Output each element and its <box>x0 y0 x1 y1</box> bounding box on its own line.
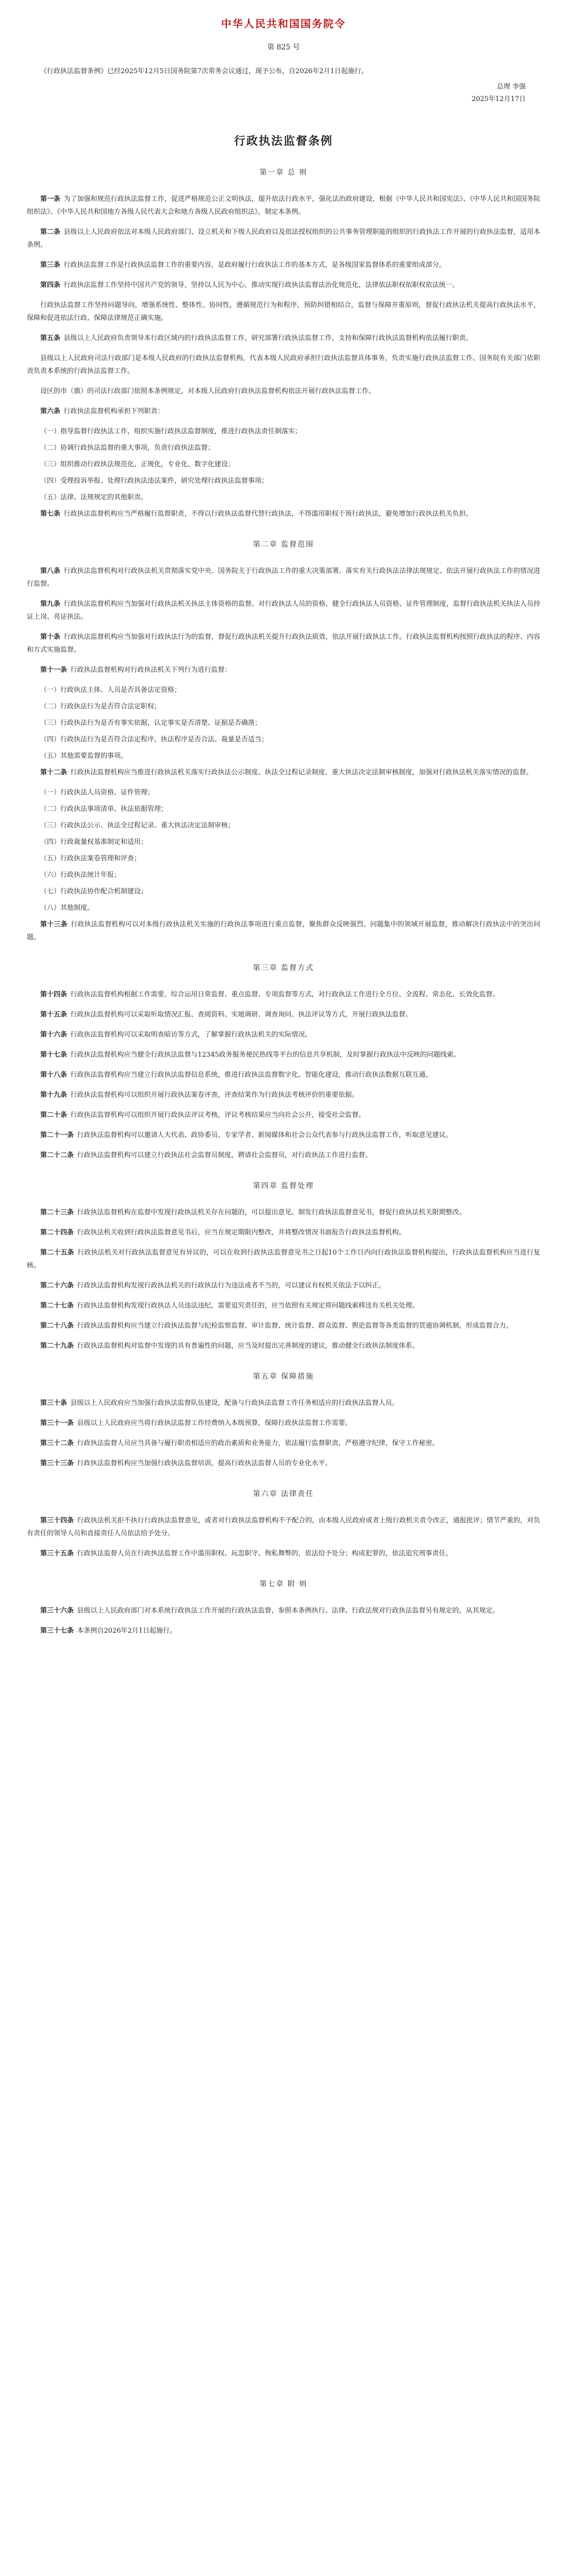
article-text: 县级以上人民政府应当将行政执法监督工作经费纳入本级预算，保障行政执法监督工作需要。 <box>77 1419 352 1427</box>
article-number: 第三条 <box>40 261 61 269</box>
article-number: 第十三条 <box>40 921 68 928</box>
decree-header-title: 中华人民共和国国务院令 <box>221 18 346 30</box>
article-number: 第十条 <box>40 633 61 641</box>
article-text: 行政执法监督机构应当健全行政执法监督与12345政务服务便民热线等平台的信息共享机制，及时掌握行政执法中反映的问题线索。 <box>70 1051 460 1059</box>
article-text: 行政执法监督人员应当具备与履行职责相适应的政治素质和业务能力，依法履行监督职责，严格遵守纪律，保守工作秘密。 <box>77 1439 439 1447</box>
article-number: 第二十条 <box>40 1111 68 1119</box>
article-text: 县级以上人民政府部门对本系统行政执法工作开展的行政执法监督，参照本条例执行。法律、行政法规对行政执法监督另有规定的，从其规定。 <box>77 1607 499 1615</box>
article-number: 第二十二条 <box>40 1151 74 1159</box>
article-text: （一）行政执法人员资格、证件管理； <box>40 789 155 796</box>
chapter-heading: 第四章 监督处理 <box>253 1182 314 1190</box>
article-text: 行政执法监督机构应当推进行政执法机关落实行政执法公示制度、执法全过程记录制度、重大执法决定法制审核制度，加强对行政执法机关落实情况的监督。 <box>70 769 533 776</box>
article-text: 行政执法监督机构对监督中发现的具有普遍性的问题，应当及时提出完善制度的建议，推动健全行政执法制度体系。 <box>77 1342 419 1350</box>
list-item <box>27 885 540 898</box>
article-number: 第三十七条 <box>40 1627 74 1635</box>
list-item <box>27 836 540 849</box>
article-paragraph <box>27 1417 540 1430</box>
article-text: 行政执法监督机构应当建立行政执法监督信息系统，推进行政执法监督数字化、智能化建设，推动行政执法数据互联互通。 <box>70 1071 432 1079</box>
list-item <box>27 902 540 914</box>
article-number: 第五条 <box>40 334 61 342</box>
article-paragraph <box>27 1109 540 1122</box>
list-item <box>27 684 540 697</box>
article-paragraph <box>27 1226 540 1239</box>
article-text: （四）行政执法行为是否符合法定程序，执法程序是否合法、裁量是否适当； <box>40 736 269 743</box>
list-item <box>27 474 540 487</box>
article-paragraph <box>27 1397 540 1410</box>
article-text: 行政执法监督机构可以采取明查暗访等方式，了解掌握行政执法机关的实际情况。 <box>70 1031 312 1039</box>
article-number: 第三十六条 <box>40 1607 74 1615</box>
article-text: 行政执法监督机构发现行政执法人员违法违纪，需要追究责任的，应当依照有关规定将问题线索移送有关机关处理。 <box>77 1302 419 1310</box>
article-text: （一）指导监督行政执法工作，组织实施行政执法监督制度，推进行政执法责任制落实； <box>40 428 302 435</box>
article-paragraph <box>27 1129 540 1142</box>
article-paragraph <box>27 1048 540 1061</box>
article-paragraph <box>27 507 540 520</box>
article-text: （五）法律、法规规定的其他职责。 <box>40 494 148 501</box>
article-paragraph <box>27 1340 540 1352</box>
article-paragraph <box>27 1279 540 1292</box>
article-text: 行政执法机关对行政执法监督意见有异议的，可以在收到行政执法监督意见书之日起10个工作日内向行政执法监督机构提出，行政执法监督机构应当进行复核。 <box>27 1249 540 1269</box>
article-text: 县级以上人民政府负责领导本行政区域内的行政执法监督工作，研究部署行政执法监督工作，支持和保障行政执法监督机构依法履行职责。 <box>63 334 473 342</box>
paragraph <box>27 385 540 398</box>
article-number: 第十一条 <box>40 666 68 674</box>
article-number: 第二条 <box>40 228 61 236</box>
article-text: 行政执法监督机构在监督中发现行政执法机关存在问题的，可以提出意见、制发行政执法监督意见书，督促行政执法机关限期整改。 <box>77 1209 466 1216</box>
regulation-title: 行政执法监督条例 <box>234 134 333 148</box>
article-number: 第十二条 <box>40 769 68 776</box>
chapter-heading: 第一章 总 则 <box>259 168 308 177</box>
article-text: 县级以上人民政府应当加强行政执法监督队伍建设，配备与行政执法监督工作任务相适应的行政执法监督人员。 <box>70 1399 399 1407</box>
article-paragraph <box>27 226 540 251</box>
article-paragraph <box>27 631 540 656</box>
article-text: （三）行政执法公示、执法全过程记录、重大执法决定法制审核； <box>40 822 235 829</box>
article-number: 第四条 <box>40 281 61 289</box>
article-text: 行政执法监督机构对行政执法机关贯彻落实党中央、国务院关于行政执法工作的重大决策部署、落实有关行政执法法律法规规定、依法开展行政执法工作的情况进行监督。 <box>27 567 540 588</box>
chapter-heading: 第七章 附 则 <box>259 1580 308 1588</box>
article-text: 行政执法监督机构对行政执法机关下列行为进行监督： <box>70 666 231 674</box>
list-item <box>27 803 540 816</box>
article-paragraph <box>27 259 540 272</box>
chapter-heading: 第二章 监督范围 <box>253 540 314 549</box>
article-paragraph <box>27 1069 540 1081</box>
article-number: 第二十九条 <box>40 1342 74 1350</box>
list-item <box>27 786 540 799</box>
article-number: 第二十三条 <box>40 1209 74 1216</box>
article-text: 行政执法监督机构可以组织开展行政执法评议考核，评议考核结果应当向社会公开，接受社会监督。 <box>70 1111 365 1119</box>
list-item <box>27 717 540 730</box>
article-text: （二）行政执法行为是否符合法定职权； <box>40 703 161 710</box>
promulgation-text: 《行政执法监督条例》已经2025年12月5日国务院第7次常务会议通过，现予公布，自2026年2月1日起施行。 <box>40 67 368 75</box>
article-paragraph <box>27 279 540 292</box>
article-text: （七）行政执法协作配合机制建设； <box>40 888 148 895</box>
article-text: 行政执法监督机构应当加强对行政执法机关执法主体资格的监督。对行政执法人员的资格、健全行政执法人员资格、证件管理制度，监督行政执法机关执法人员持证上岗、亮证执法。 <box>27 600 540 621</box>
article-paragraph <box>27 766 540 779</box>
article-paragraph <box>27 1437 540 1450</box>
article-text: 行政执法监督机构可以建立行政执法社会监督员制度，聘请社会监督员，对行政执法工作进行监督。 <box>77 1151 372 1159</box>
article-number: 第十四条 <box>40 991 68 998</box>
article-paragraph <box>27 1028 540 1041</box>
list-item <box>27 700 540 713</box>
article-number: 第六条 <box>40 408 61 415</box>
article-paragraph <box>27 598 540 623</box>
article-number: 第三十条 <box>40 1399 68 1407</box>
article-text: 行政执法监督机构可以采取听取情况汇报、查阅资料、实地调研、调查询问、执法评议等方式，开展行政执法监督。 <box>70 1011 412 1019</box>
article-text: （五）行政执法案卷管理和评查； <box>40 855 141 862</box>
chapter-heading: 第六章 法律责任 <box>253 1490 314 1498</box>
article-number: 第七条 <box>40 510 61 518</box>
article-text: 行政执法监督机构应当加强行政执法监督培训，提高行政执法监督人员的专业化水平。 <box>77 1460 332 1467</box>
article-number: 第二十五条 <box>40 1249 74 1257</box>
article-paragraph <box>27 1457 540 1470</box>
paragraph <box>27 299 540 325</box>
article-text: 设区的市（旗）的司法行政部门依照本条例规定，对本级人民政府行政执法监督机构依法开展行政执法监督工作。 <box>40 387 376 395</box>
article-number: 第十七条 <box>40 1051 68 1059</box>
article-text: 为了加强和规范行政执法监督工作，促进严格规范公正文明执法，提升依法行政水平，强化法治政府建设，根据《中华人民共和国宪法》、《中华人民共和国国务院组织法》、《中华人民共和国地方各级人民代表大会和地方各级人民政府组织法》，制定本条例。 <box>27 195 540 216</box>
article-text: （五）其他需要监督的事项。 <box>40 752 128 760</box>
article-number: 第三十四条 <box>40 1517 74 1524</box>
list-item <box>27 750 540 762</box>
article-paragraph <box>27 1246 540 1272</box>
decree-number: 第 825 号 <box>267 43 300 52</box>
article-number: 第二十六条 <box>40 1282 74 1290</box>
article-number: 第九条 <box>40 600 61 608</box>
article-number: 第二十四条 <box>40 1229 74 1236</box>
article-text: 行政执法监督工作坚持问题导向，增强系统性、整体性、协同性，遵循规范行为和程序，预防纠错相结合，监督与保障并重原则，督促行政执法机关提高行政执法水平，保障和促进依法行政、保障法律规范正确实施。 <box>27 301 540 322</box>
article-paragraph <box>27 1008 540 1021</box>
article-text: 行政执法监督人员在行政执法监督工作中滥用职权、玩忽职守、徇私舞弊的，依法给予处分；构成犯罪的，依法追究刑事责任。 <box>77 1550 453 1557</box>
article-text: 行政执法监督机构应当建立行政执法监督与纪检监察监督、审计监督、统计监督、群众监督、舆论监督等各类监督的贯通协调机制，形成监督合力。 <box>77 1322 513 1330</box>
article-text: （二）协调行政执法监督的重大事项，负责行政执法监督； <box>40 444 215 452</box>
list-item <box>27 819 540 832</box>
article-paragraph <box>27 565 540 590</box>
article-text: 行政执法机关收到行政执法监督意见书后，应当在规定期限内整改，并将整改情况书面报告行政执法监督机构。 <box>77 1229 406 1236</box>
premier-signature: 总理 李强 <box>496 83 526 91</box>
article-number: 第一条 <box>40 195 61 203</box>
article-paragraph <box>27 332 540 345</box>
list-item <box>27 425 540 438</box>
article-text: 行政执法监督机构根据工作需要，综合运用日常监督、重点监督、专项监督等方式，对行政执法工作进行全方位、全流程、常态化、长效化监督。 <box>70 991 499 998</box>
article-paragraph <box>27 193 540 218</box>
chapter-heading: 第五章 保障措施 <box>253 1372 314 1381</box>
article-paragraph <box>27 1299 540 1312</box>
article-number: 第三十三条 <box>40 1460 74 1467</box>
article-text: 行政执法监督机构可以邀请人大代表、政协委员、专家学者、新闻媒体和社会公众代表参与行政执法监督工作，听取意见建议。 <box>77 1131 453 1139</box>
list-item <box>27 491 540 504</box>
article-text: 行政执法监督机构承担下列职责： <box>63 408 164 415</box>
article-number: 第十八条 <box>40 1071 68 1079</box>
article-paragraph <box>27 1547 540 1560</box>
article-paragraph <box>27 1319 540 1332</box>
article-text: （一）行政执法主体、人员是否具备法定资格； <box>40 686 181 694</box>
article-text: 行政执法监督工作坚持中国共产党的领导，坚持以人民为中心，推动实现行政执法监督法治化规范化，法律依法职权依职权依法统一。 <box>63 281 459 289</box>
article-text: 县级以上人民政府司法行政部门是本级人民政府的行政执法监督机构，代表本级人民政府承担行政执法监督具体事务，负责实施行政执法监督工作。国务院有关部门依职责负责本系统的行政执法监督工作。 <box>27 354 540 375</box>
article-number: 第十九条 <box>40 1091 68 1099</box>
article-paragraph <box>27 918 540 944</box>
article-text: 行政执法监督机构应当严格履行监督职责，不得以行政执法监督代替行政执法，不得滥用职权干预行政执法，避免增加行政执法机关负担。 <box>63 510 473 518</box>
decree-date: 2025年12月17日 <box>471 95 526 103</box>
article-text: （八）其他制度。 <box>40 904 94 912</box>
article-text: 行政执法监督机构发现行政执法机关的行政执法行为违法或者不当的，可以建议有权机关依法予以纠正。 <box>77 1282 386 1290</box>
article-number: 第二十八条 <box>40 1322 74 1330</box>
list-item <box>27 733 540 746</box>
article-paragraph <box>27 1514 540 1540</box>
article-text: （三）组织推动行政执法规范化、正规化，专业化、数字化建设； <box>40 461 235 468</box>
article-text: 行政执法监督工作是行政执法监督工作的重要内容，是政府履行行政执法工作的基本方式，是各级国家监督体系的重要组成部分。 <box>63 261 446 269</box>
article-text: 行政执法监督机构应当加强对行政执法行为的监督，督促行政执法机关提升行政执法质效，依法开展行政执法工作。行政执法监督机构按照行政执法的程序、内容和方式实施监督。 <box>27 633 540 654</box>
list-item <box>27 852 540 865</box>
regulation-body <box>27 167 540 1637</box>
article-number: 第十五条 <box>40 1011 68 1019</box>
article-text: 行政执法机关拒不执行行政执法监督意见，或者对行政执法监督机构不予配合的，由本级人民政府或者上级行政机关责令改正，通报批评；情节严重的，对负有责任的领导人员和直接责任人员依法给予处分。 <box>27 1517 540 1537</box>
article-paragraph <box>27 1624 540 1637</box>
article-paragraph <box>27 1089 540 1101</box>
article-text: （四）行政裁量权基准制定和适用； <box>40 838 148 846</box>
article-number: 第三十二条 <box>40 1439 74 1447</box>
article-number: 第八条 <box>40 567 61 575</box>
article-text: 行政执法监督机构可以对本级行政执法机关实施的行政执法事项进行重点监督，聚焦群众反映强烈、问题集中的领域开展监督，推动解决行政执法中的突出问题。 <box>27 921 540 941</box>
article-number: 第十六条 <box>40 1031 68 1039</box>
article-paragraph <box>27 1604 540 1617</box>
list-item <box>27 869 540 882</box>
article-text: 县级以上人民政府依法对本级人民政府部门、设立机关和下级人民政府以及依法授权组织的公共事务管理职能的组织的行政执法工作开展的行政执法监督，适用本条例。 <box>27 228 540 249</box>
article-number: 第三十一条 <box>40 1419 74 1427</box>
paragraph <box>27 352 540 378</box>
article-paragraph <box>27 664 540 676</box>
article-paragraph <box>27 1206 540 1219</box>
article-paragraph <box>27 1149 540 1162</box>
article-text: 行政执法监督机构可以组织开展行政执法案卷评查，评查结果作为行政执法考核评价的重要依据。 <box>70 1091 359 1099</box>
article-paragraph <box>27 988 540 1001</box>
article-text: （二）行政执法事项清单、执法依据管理； <box>40 805 168 813</box>
article-text: （四）受理投诉举报、处理行政执法违法案件，研究处理行政执法监督事项； <box>40 477 269 485</box>
list-item <box>27 442 540 454</box>
list-item <box>27 458 540 471</box>
article-text: （六）行政执法统计年报； <box>40 871 121 879</box>
article-number: 第三十五条 <box>40 1550 74 1557</box>
article-paragraph <box>27 405 540 418</box>
article-text: 本条例自2026年2月1日起施行。 <box>77 1627 177 1635</box>
article-number: 第二十七条 <box>40 1302 74 1310</box>
article-text: （三）行政执法行为是否有事实依据，认定事实是否清楚、证据是否确凿； <box>40 719 262 727</box>
chapter-heading: 第三章 监督方式 <box>253 964 314 972</box>
article-number: 第二十一条 <box>40 1131 74 1139</box>
